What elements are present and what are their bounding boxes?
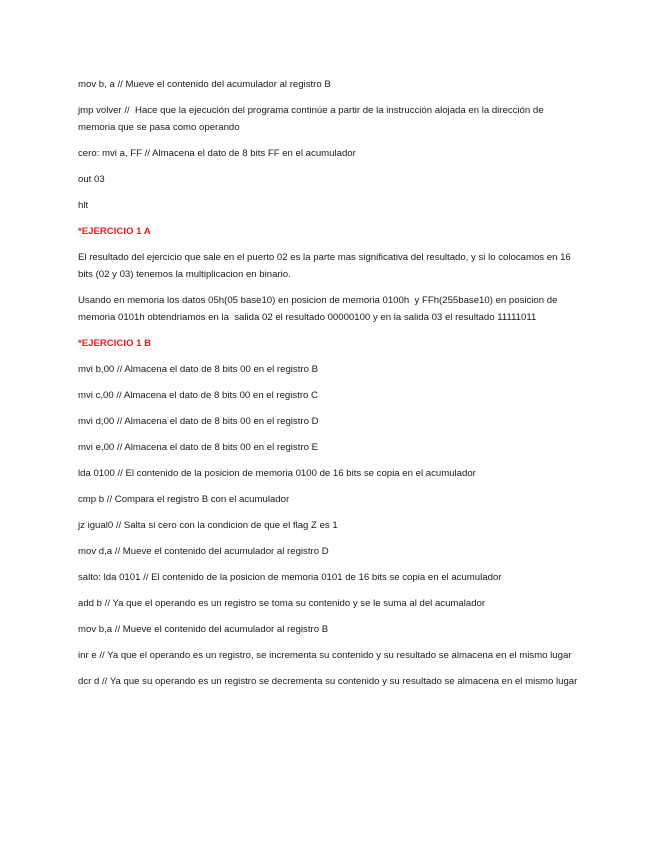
code-line-add-b: add b // Ya que el operando es un registro se toma su contenido y se le suma al del acumalador — [78, 598, 486, 609]
code-line-inr-e: inr e // Ya que el operando es un registro, se incrementa su contenido y su resultado se almacena en el mismo lugar — [78, 650, 572, 661]
code-line-hlt: hlt — [78, 200, 89, 211]
document-body — [78, 76, 578, 699]
code-line-cmp-b: cmp b // Compara el registro B con el acumulador — [78, 494, 290, 505]
paragraph-memory-example: Usando en memoria los datos 05h(05 base10) en posicion de memoria 0100h y FFh(255base10) en posicion de memoria 0101h obtendriamos en la salida 02 el resultado 00000100 y en la salida 03 el resultado 11111011 — [78, 295, 561, 323]
code-line-salto-lda: salto: lda 0101 // El contenido de la posicion de memoria 0101 de 16 bits se copia en el acumulador — [78, 572, 502, 583]
code-line-mov-b-a: mov b, a // Mueve el contenido del acumulador al registro B — [78, 79, 331, 90]
section-heading-ejercicio-1a: *EJERCICIO 1 A — [78, 226, 151, 237]
code-line-lda-0100: lda 0100 // El contenido de la posicion de memoria 0100 de 16 bits se copia en el acumulador — [78, 468, 476, 479]
code-line-jz-igual0: jz igual0 // Salta si cero con la condicion de que el flag Z es 1 — [78, 520, 338, 531]
code-line-jmp-volver: jmp volver // Hace que la ejecución del programa continúe a partir de la instrucción alojada en la dirección de memoria que se pasa como operando — [78, 105, 547, 133]
code-line-mvi-e: mvi e,00 // Almacena el dato de 8 bits 00 en el registro E — [78, 442, 318, 453]
code-line-mvi-c: mvi c,00 // Almacena el dato de 8 bits 00 en el registro C — [78, 390, 318, 401]
code-line-out-03: out 03 — [78, 174, 105, 185]
code-line-mov-d-a: mov d,a // Mueve el contenido del acumulador al registro D — [78, 546, 329, 557]
code-line-dcr-d: dcr d // Ya que su operando es un registro se decrementa su contenido y su resultado se almacena en el mismo lugar — [78, 676, 578, 687]
code-line-mvi-d: mvi d,00 // Almacena el dato de 8 bits 00 en el registro D — [78, 416, 319, 427]
code-line-mvi-b: mvi b,00 // Almacena el dato de 8 bits 00 en el registro B — [78, 364, 318, 375]
section-heading-ejercicio-1b: *EJERCICIO 1 B — [78, 338, 152, 349]
code-line-cero-mvi: cero: mvi a, FF // Almacena el dato de 8 bits FF en el acumulador — [78, 148, 356, 159]
code-line-mov-b-a-2: mov b,a // Mueve el contenido del acumulador al registro B — [78, 624, 329, 635]
paragraph-result-explanation: El resultado del ejercicio que sale en el puerto 02 es la parte mas significativa del resultado, y si lo colocamos en 16 bits (02 y 03) tenemos la multiplicacion en binario. — [78, 252, 574, 280]
